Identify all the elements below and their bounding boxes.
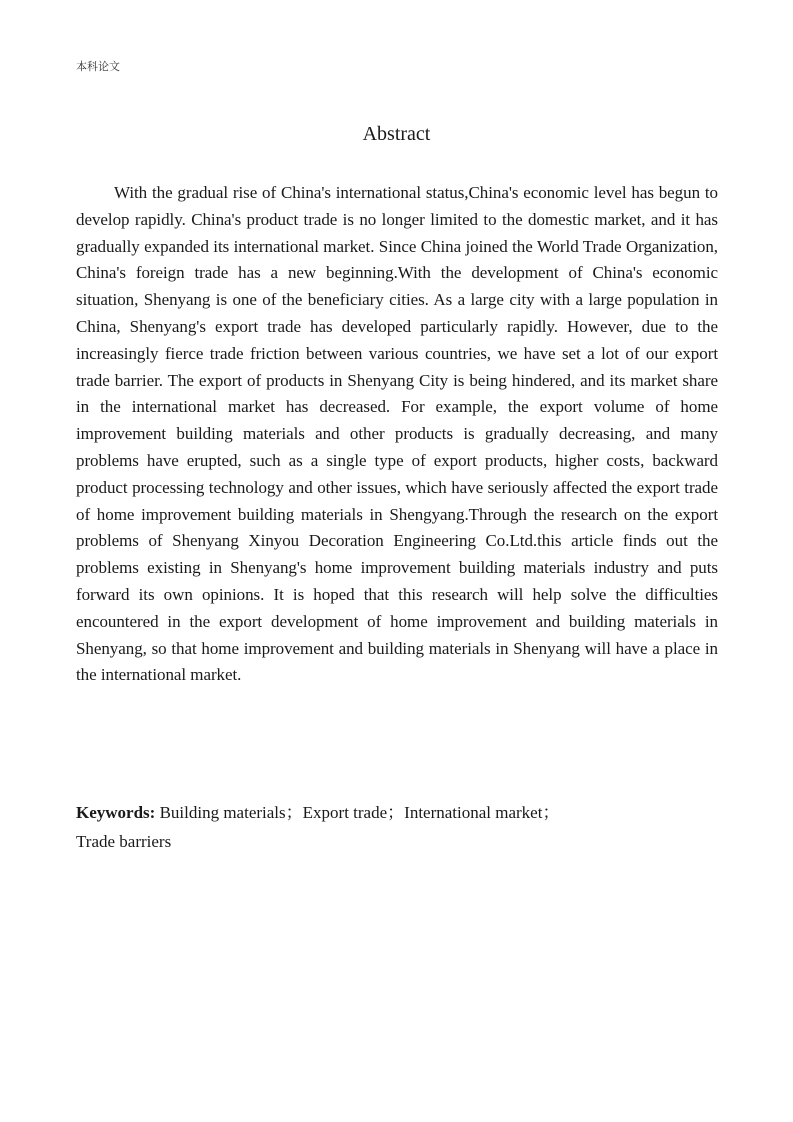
abstract-body: With the gradual rise of China's international status,China's economic level has begun to develop rapidly. China's product trade is no longer limited to the domestic market, and it has gradually expanded its international market. Since China joined the World Trade Organization, China's foreign trade has a new beginning.With the development of China's economic situation, Shenyang is one of the beneficiary cities. As a large city with a large population in China, Shenyang's export trade has developed particularly rapidly. However, due to the increasingly fierce trade friction between various countries, we have set a lot of our export trade barrier. The export of products in Shenyang City is being hindered, and its market share in the international market has decreased. For example, the export volume of home improvement building materials and other products is gradually decreasing, and many problems have erupted, such as a single type of export products, higher costs, backward product processing technology and other issues, which have seriously affected the export trade of home improvement building materials in Shengyang.Through the research on the export problems of Shenyang Xinyou Decoration Engineering Co.Ltd.this article finds out the problems existing in Shenyang's home improvement building materials industry and puts forward its own opinions. It is hoped that this research will help solve the difficulties encountered in the export development of home improvement and building materials in Shenyang, so that home improvement and building materials in Shenyang will have a place in the international market.	[76, 183, 718, 685]
keywords-section	[76, 798, 676, 856]
keyword-item: Export trade；	[302, 803, 405, 822]
keyword-item: Building materials；	[155, 803, 303, 822]
abstract-title: Abstract	[362, 123, 431, 145]
keyword-item: Trade barriers	[76, 832, 172, 851]
page-header-label: 本科论文	[76, 60, 120, 73]
keywords-label: Keywords:	[76, 803, 156, 822]
keyword-item: International market；	[404, 803, 560, 822]
